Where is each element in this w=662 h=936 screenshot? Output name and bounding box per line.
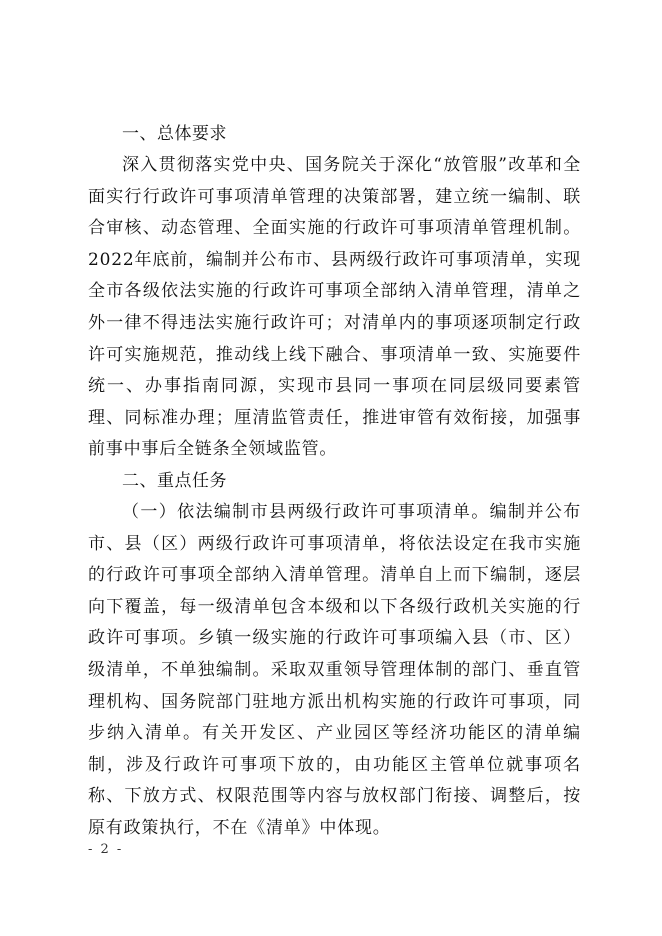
section-heading-overall-requirements: 一、总体要求 — [122, 124, 227, 144]
item-body-text: 编制并公布市、县（区）两级行政许可事项清单，将依法设定在我市实施的行政许可事项全部纳入清单管理。清单自上而下编制，逐层向下覆盖，每一级清单包含本级和以下各级行政机关实施的行政许可事项。乡镇一级实施的行政许可事项编入县（市、区）级清单，不单独编制。采取双重领导管理体制的部门、垂直管理机构、国务院部门驻地方派出机构实施的行政许可事项，同步纳入清单。有关开发区、产业园区等经济功能区的清单编制，涉及行政许可事项下放的，由功能区主管单位就事项名称、下放方式、权限范围等内容与放权部门衔接、调整后，按原有政策执行，不在《清单》中体现。 — [88, 501, 582, 838]
section-paragraph-overall-requirements: 深入贯彻落实党中央、国务院关于深化“放管服”改革和全面实行行政许可事项清单管理的决策部署，建立统一编制、联合审核、动态管理、全面实施的行政许可事项清单管理机制。2022年底前，编制并公布市、县两级行政许可事项清单，实现全市各级依法实施的行政许可事项全部纳入清单管理，清单之外一律不得违法实施行政许可；对清单内的事项逐项制定行政许可实施规范，推动线上线下融合、事项清单一致、实施要件统一、办事指南同源，实现市县同一事项在同层级同要素管理、同标准办理；厘清监管责任，推进审管有效衔接，加强事前事中事后全链条全领域监管。 — [88, 155, 581, 460]
page-number: - 2 - — [88, 842, 124, 857]
item-lead-sentence: （一）依法编制市县两级行政许可事项清单。 — [122, 501, 490, 522]
section-heading-key-tasks: 二、重点任务 — [122, 470, 227, 491]
section-paragraph-key-tasks-item-1 — [88, 497, 581, 845]
document-body — [88, 119, 581, 844]
